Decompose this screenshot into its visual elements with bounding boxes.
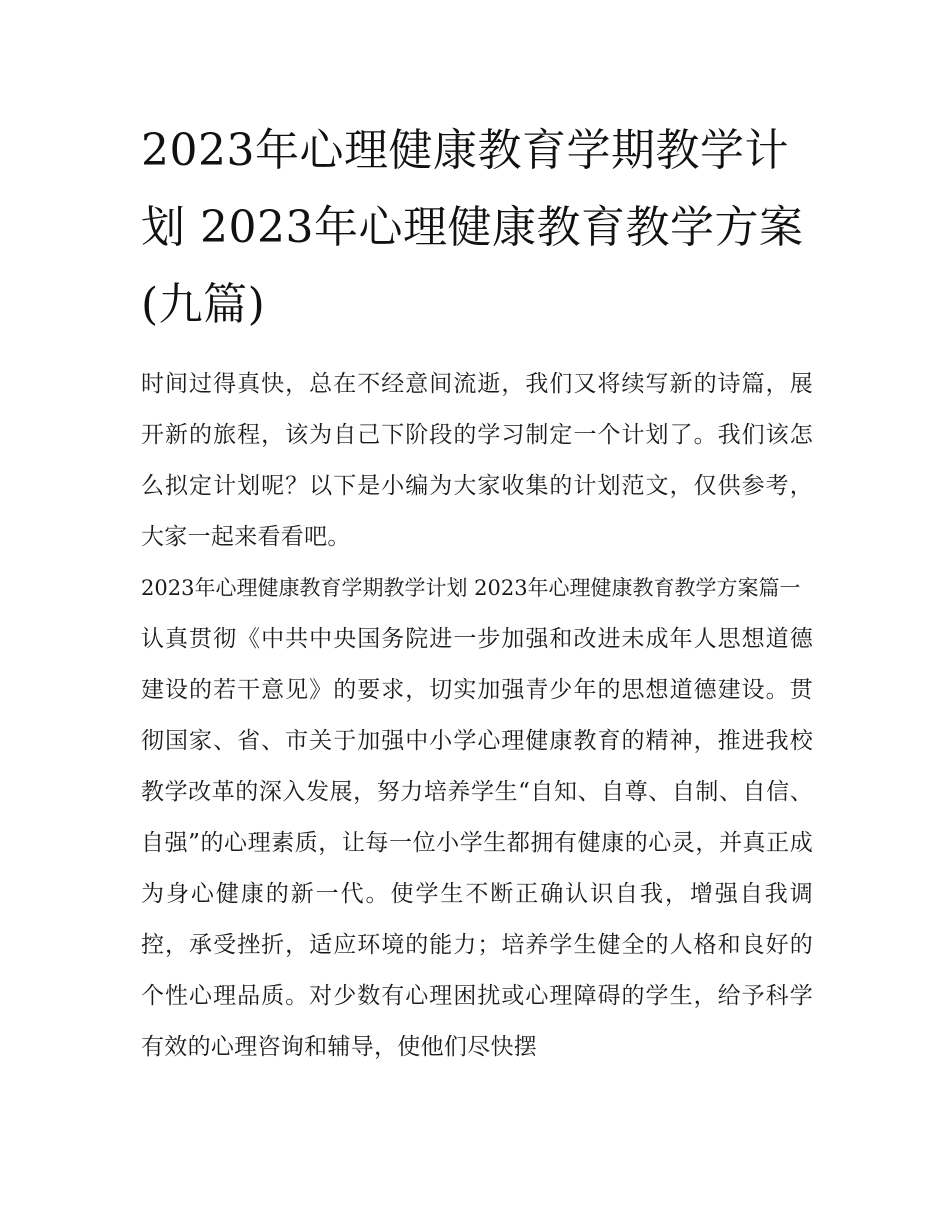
document-content: [141, 112, 813, 1073]
intro-paragraph: 时间过得真快，总在不经意间流逝，我们又将续写新的诗篇，展开新的旅程，该为自己下阶段的学习制定一个计划了。我们该怎么拟定计划呢？以下是小编为大家收集的计划范文，仅供参考，大家一起来看看吧。: [141, 371, 813, 550]
body-paragraph: 认真贯彻《中共中央国务院进一步加强和改进未成年人思想道德建设的若干意见》的要求，切实加强青少年的思想道德建设。贯彻国家、省、市关于加强中小学心理健康教育的精神，推进我校教学改革的深入发展，努力培养学生“自知、自尊、自制、自信、自强”的心理素质，让每一位小学生都拥有健康的心灵，并真正成为身心健康的新一代。使学生不断正确认识自我，增强自我调控，承受挫折，适应环境的能力；培养学生健全的人格和良好的个性心理品质。对少数有心理困扰或心理障碍的学生，给予科学有效的心理咨询和辅导，使他们尽快摆: [141, 626, 813, 1060]
section-heading: 2023年心理健康教育学期教学计划 2023年心理健康教育教学方案篇一: [141, 576, 801, 600]
document-title: 2023年心理健康教育学期教学计划 2023年心理健康教育教学方案(九篇): [141, 125, 804, 330]
